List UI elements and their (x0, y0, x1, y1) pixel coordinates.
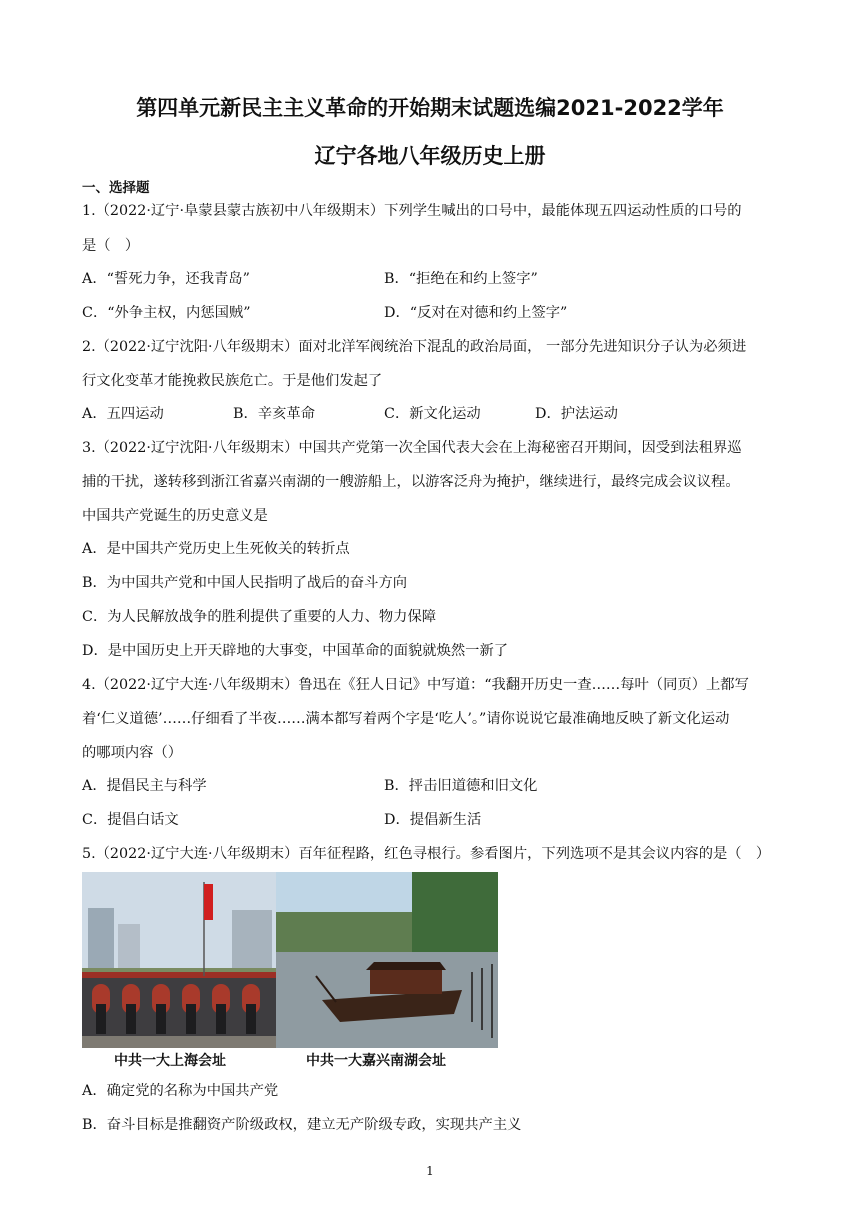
question-1-stem: 1.（2022·辽宁·阜蒙县蒙古族初中八年级期末）下列学生喊出的口号中，最能体现五四运动性质的口号的 (82, 203, 742, 219)
document-title-line2: 辽宁各地八年级历史上册 (314, 144, 546, 168)
question-1-option-b: B．“拒绝在和约上签字” (384, 271, 538, 287)
question-2-option-a: A．五四运动 (82, 406, 164, 422)
question-4-stem-cont: 着‘仁义道德’……仔细看了半夜……满本都写着两个字是‘吃人’。”请你说说它最准确地反映了新文化运动 (82, 711, 730, 727)
question-4-option-b: B．抨击旧道德和旧文化 (384, 778, 538, 794)
section-heading: 一、选择题 (82, 180, 150, 196)
question-4-option-d: D．提倡新生活 (384, 812, 482, 828)
question-3-option-c: C．为人民解放战争的胜利提供了重要的人力、物力保障 (82, 609, 437, 625)
question-5-option-b: B．奋斗目标是推翻资产阶级政权，建立无产阶级专政，实现共产主义 (82, 1117, 522, 1133)
question-1-option-c: C．“外争主权，内惩国贼” (82, 305, 251, 321)
shanghai-site-photo (82, 872, 276, 1048)
question-4-stem: 4.（2022·辽宁大连·八年级期末）鲁迅在《狂人日记》中写道：“我翻开历史一查……每叶（同页）上都写 (82, 677, 749, 693)
question-4-option-c: C．提倡白话文 (82, 812, 179, 828)
question-3-option-a: A．是中国共产党历史上生死攸关的转折点 (82, 541, 350, 557)
question-3-stem-cont: 捕的干扰，遂转移到浙江省嘉兴南湖的一艘游船上，以游客泛舟为掩护，继续进行，最终完成会议议程。 (82, 474, 740, 490)
question-3-stem-cont2: 中国共产党诞生的历史意义是 (82, 508, 268, 524)
question-1-stem-cont: 是（ ） (82, 238, 140, 254)
document-title-line1: 第四单元新民主主义革命的开始期末试题选编2021-2022学年 (136, 96, 724, 120)
photo-caption-nanhu: 中共一大嘉兴南湖会址 (306, 1053, 446, 1069)
question-3-option-d: D．是中国历史上开天辟地的大事变，中国革命的面貌就焕然一新了 (82, 643, 509, 659)
question-4-option-a: A．提倡民主与科学 (82, 778, 207, 794)
question-3-stem: 3.（2022·辽宁沈阳·八年级期末）中国共产党第一次全国代表大会在上海秘密召开期间，因受到法租界巡 (82, 440, 742, 456)
page-number: 1 (426, 1164, 434, 1178)
question-2-stem: 2.（2022·辽宁沈阳·八年级期末）面对北洋军阀统治下混乱的政治局面， 一部分先进知识分子认为必须进 (82, 339, 747, 355)
photo-caption-shanghai: 中共一大上海会址 (114, 1053, 226, 1069)
question-1-option-a: A．“誓死力争，还我青岛” (82, 271, 250, 287)
question-5-option-a: A．确定党的名称为中国共产党 (82, 1083, 279, 1099)
question-5-photo (82, 872, 498, 1048)
question-3-option-b: B．为中国共产党和中国人民指明了战后的奋斗方向 (82, 575, 408, 591)
question-4-stem-cont2: 的哪项内容（） (82, 745, 183, 761)
nanhu-boat-photo (276, 872, 498, 1048)
question-2-stem-cont: 行文化变革才能挽救民族危亡。于是他们发起了 (82, 373, 383, 389)
question-2-option-c: C．新文化运动 (384, 406, 481, 422)
question-5-stem: 5.（2022·辽宁大连·八年级期末）百年征程路，红色寻根行。参看图片，下列选项不是其会议内容的是（ ） (82, 846, 771, 862)
question-2-option-d: D．护法运动 (535, 406, 618, 422)
question-1-option-d: D．“反对在对德和约上签字” (384, 305, 568, 321)
question-2-option-b: B．辛亥革命 (233, 406, 315, 422)
